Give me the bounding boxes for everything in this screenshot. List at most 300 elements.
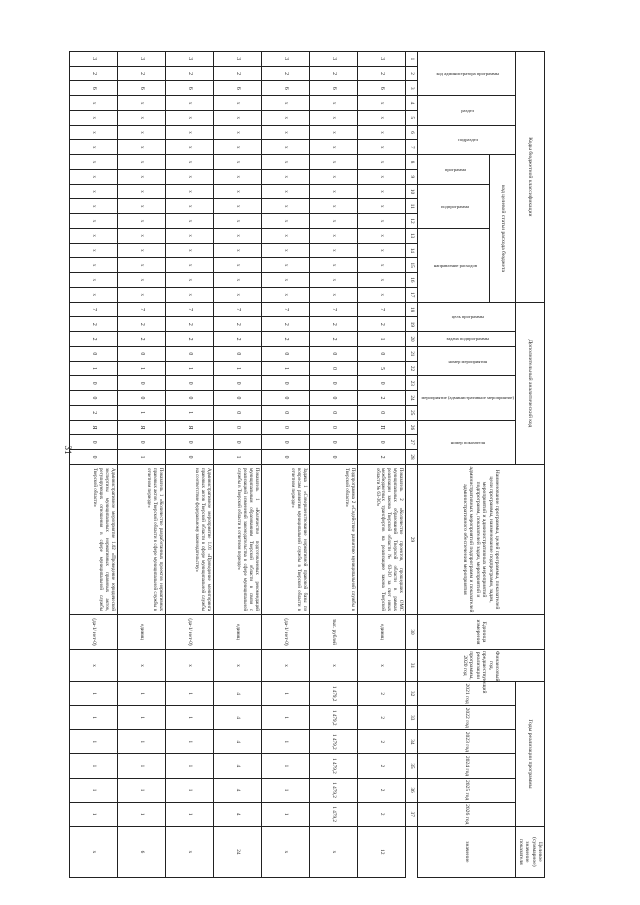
value-cell: х [357,649,405,681]
code-cell: 1 [261,361,309,376]
code-cell: х [165,96,213,111]
col-number-37: 37 [405,802,417,826]
value-cell: 1 [117,706,165,730]
col-number-21: 21 [405,346,417,361]
code-cell: 0 [261,391,309,406]
code-cell: х [165,228,213,243]
code-cell: х [165,214,213,229]
value-cell: 2 [357,706,405,730]
row-name: Показатель 1 «Количество разработанных проектов нормативных правовых актов Тверской области в сфере муниципальной службы в отчетном периоде» [117,464,165,614]
code-cell: 6 [261,81,309,96]
code-cell: х [69,155,117,170]
code-cell: 0 [213,376,261,391]
code-cell: 0 [261,405,309,420]
code-cell: х [357,184,405,199]
value-cell: 4 [213,778,261,802]
code-cell: х [165,184,213,199]
unit-cell: (да-1/ нет-0) [69,615,117,650]
code-cell: 1 [213,361,261,376]
action-header: мероприятие (административное мероприятие) [417,376,516,420]
code-cell: 0 [117,435,165,450]
code-cell: х [309,169,357,184]
code-cell: 1 [165,361,213,376]
value-cell: х [261,649,309,681]
code-cell: 2 [309,66,357,81]
code-cell: 2 [165,66,213,81]
task-header: задача подпрограммы [417,332,516,347]
code-cell: х [69,199,117,214]
indicator-header: номер показателя [417,420,516,464]
code-cell: Я [165,420,213,435]
years-header: Годы реализации программы [516,682,545,827]
fin-year-header: Финансовый год, предшествующий реализации программы, 2020 год [417,649,544,681]
code-cell: 1 [117,405,165,420]
col-number-1: 1 [405,52,417,67]
code-cell: х [69,169,117,184]
code-cell: х [261,228,309,243]
col-number-11: 11 [405,199,417,214]
value-cell: 1 [69,754,117,778]
code-cell: х [261,169,309,184]
code-cell: 2 [69,66,117,81]
code-cell: х [117,214,165,229]
code-cell: 0 [309,361,357,376]
code-cell: 0 [69,435,117,450]
code-cell: 5 [357,361,405,376]
col-number-13: 13 [405,228,417,243]
code-cell: х [261,155,309,170]
row-name: Административное мероприятие 1.01 «Проведение мониторинга правовых актов Тверской области в сфере муниципальной службы на соответствие федеральному законодательству» [165,464,213,614]
code-cell: х [261,243,309,258]
code-cell: х [213,140,261,155]
final-value-header: Целевое (суммарное) значение показателя [516,826,545,877]
code-cell: 0 [165,346,213,361]
code-cell: х [213,155,261,170]
name-header: Наименование программы, целей программы, показателей цели программы, наименование подпрограмм, задач, мероприятий и административных мероприятий подпрограмм, показателей задач, мероприятий и административных мероприятий подпрограмм и показателей административного обеспечения мероприятия [417,464,544,614]
code-cell: х [357,140,405,155]
value-cell: х [69,826,117,877]
row-name: Подпрограмма 2 «Содействие развитию муниципальной службы в Тверской области» [309,464,357,614]
code-cell: х [165,258,213,273]
col-number-7: 7 [405,140,417,155]
code-cell: 2 [213,66,261,81]
col-number-5: 5 [405,110,417,125]
code-cell: х [117,199,165,214]
year-2022-header: 2022 год [417,706,516,730]
value-cell: х [213,649,261,681]
unit-cell: единиц [357,615,405,650]
year-2025-header: 2025 год [417,778,516,802]
col-number-9: 9 [405,169,417,184]
admin-code-header: код администратора программы [417,52,516,96]
value-cell: 1 [117,754,165,778]
code-cell: 2 [69,317,117,332]
year-2021-header: 2021 год [417,682,516,706]
code-cell: х [261,214,309,229]
code-cell: 6 [213,81,261,96]
col-number-31: 31 [405,649,417,681]
code-cell: х [309,140,357,155]
code-cell: 0 [309,405,357,420]
col-number-20: 20 [405,332,417,347]
code-cell: х [117,273,165,288]
code-cell: 0 [69,391,117,406]
code-cell: х [309,199,357,214]
value-cell: 1 [261,730,309,754]
code-cell: 0 [117,376,165,391]
table-row [261,52,309,878]
col-number-8: 8 [405,155,417,170]
subsection-header: подраздел [417,125,516,154]
code-cell: х [357,214,405,229]
table-row [309,52,357,878]
value-cell: 2 [357,778,405,802]
code-cell: х [213,125,261,140]
code-cell: 3 [69,52,117,67]
code-cell: 2 [213,332,261,347]
code-cell: х [309,125,357,140]
code-cell: 0 [213,346,261,361]
code-cell: х [117,169,165,184]
code-cell: х [261,199,309,214]
code-cell: х [309,258,357,273]
value-cell: х [69,649,117,681]
goal-header: цель программы [417,302,516,331]
code-cell: 2 [261,66,309,81]
value-cell: 1 [261,682,309,706]
col-number-4: 4 [405,96,417,111]
code-cell: х [357,273,405,288]
code-cell: х [261,287,309,302]
value-cell: 1 [69,682,117,706]
code-cell: х [357,258,405,273]
value-cell: 1 [165,778,213,802]
code-cell: х [69,258,117,273]
code-cell: 2 [117,317,165,332]
code-cell: П [357,420,405,435]
code-cell: х [117,287,165,302]
code-cell: 2 [261,317,309,332]
code-cell: 0 [309,450,357,465]
code-cell: 0 [309,420,357,435]
value-cell: х [309,649,357,681]
code-cell: 0 [309,376,357,391]
code-cell: 0 [357,346,405,361]
code-cell: х [117,155,165,170]
col-number-2: 2 [405,66,417,81]
code-cell: 6 [309,81,357,96]
code-cell: 0 [261,435,309,450]
col-number-28: 28 [405,450,417,465]
code-cell: х [117,96,165,111]
code-cell: х [213,243,261,258]
table-row [165,52,213,878]
code-cell: 1 [117,450,165,465]
value-cell: х [261,826,309,877]
code-cell: х [261,273,309,288]
value-cell: 1 [261,706,309,730]
value-cell: 1 479,2 [309,754,357,778]
code-cell: х [117,110,165,125]
year-2026-header: 2026 год [417,802,516,826]
value-cell: 1 479,2 [309,682,357,706]
code-cell: 0 [261,376,309,391]
col-number-25: 25 [405,405,417,420]
row-name: Задача 1 «Совершенствование нормативной правовой базы по вопросам развития муниципальной службы в Тверской области в отчетном периоде» [261,464,309,614]
code-cell: 0 [69,346,117,361]
code-cell: х [357,169,405,184]
code-cell: Я [117,420,165,435]
code-cell: х [165,273,213,288]
code-cell: 6 [69,81,117,96]
code-cell: 0 [165,450,213,465]
value-cell: 1 [165,730,213,754]
code-cell: х [117,243,165,258]
analytic-code-header: Дополнительный аналитический код [516,302,545,464]
col-number-27: 27 [405,435,417,450]
value-cell: 6 [117,826,165,877]
code-cell: 6 [165,81,213,96]
row-name: Показатель 2 «Количество проектов, прошедших ОМС муниципальных образований Тверской области в рамках реализации закона Тверской области № 63-ЗО за счет иных межбюджетных трансфертов на реализацию закона Тверской области № 63-ЗО» [357,464,405,614]
code-cell: 0 [261,450,309,465]
code-cell: х [213,287,261,302]
col-number-32: 32 [405,682,417,706]
direction-header: направление расходов [417,228,489,302]
code-cell: х [309,155,357,170]
col-number-15: 15 [405,258,417,273]
col-number-33: 33 [405,706,417,730]
code-cell: 7 [69,302,117,317]
code-cell: 2 [309,332,357,347]
code-cell: 0 [213,420,261,435]
code-cell: 1 [165,405,213,420]
code-cell: х [165,155,213,170]
code-cell: 2 [261,332,309,347]
code-cell: х [309,243,357,258]
col-number-34: 34 [405,730,417,754]
code-cell: х [117,184,165,199]
code-cell: 1 [117,361,165,376]
unit-cell: единиц [213,615,261,650]
code-cell: х [165,110,213,125]
code-cell: х [69,243,117,258]
code-cell: 7 [261,302,309,317]
program-table [69,51,545,878]
code-cell: 0 [165,391,213,406]
row-name: Показатель 1 «Количество подготовленных рекомендаций муниципальным образованиям Тверской области в связи с реализацией изменений законодательства в сфере муниципальной службы в Тверской области в отчетном периоде» [213,464,261,614]
code-cell: х [117,140,165,155]
code-cell: х [69,214,117,229]
col-number-12: 12 [405,214,417,229]
unit-cell: тыс. рублей [309,615,357,650]
code-cell: 3 [357,52,405,67]
code-cell: 2 [165,317,213,332]
code-cell: 7 [117,302,165,317]
value-cell: 4 [213,754,261,778]
code-cell: х [165,169,213,184]
code-cell: 0 [309,435,357,450]
table-row [213,52,261,878]
rotated-table-container [90,51,545,878]
code-cell: х [261,96,309,111]
action-num-header: номер мероприятия [417,346,516,375]
code-cell: 1 [69,361,117,376]
code-cell: х [261,110,309,125]
code-cell: 3 [309,52,357,67]
code-cell: 0 [213,435,261,450]
year-2024-header: 2024 год [417,754,516,778]
col-number-36: 36 [405,778,417,802]
column-number-row [405,52,417,878]
code-cell: х [165,287,213,302]
code-cell: х [261,125,309,140]
code-cell: х [357,96,405,111]
value-cell: 1 [117,802,165,826]
code-cell: х [213,273,261,288]
code-cell: 0 [309,346,357,361]
value-cell: 1 [165,754,213,778]
budget-classification-header: Коды бюджетной классификации [516,52,545,303]
col-number-35: 35 [405,754,417,778]
code-cell: х [213,228,261,243]
col-number-22: 22 [405,361,417,376]
value-cell: 1 [165,706,213,730]
code-cell: 2 [213,317,261,332]
code-cell: х [357,110,405,125]
code-cell: 3 [213,52,261,67]
code-cell: 0 [357,376,405,391]
code-cell: х [69,140,117,155]
year-2023-header: 2023 год [417,730,516,754]
code-cell: х [309,110,357,125]
unit-cell: единиц [117,615,165,650]
code-cell: х [309,184,357,199]
value-cell: 2 [357,802,405,826]
header-row-1 [516,52,545,878]
value-cell: х [165,649,213,681]
code-cell: 0 [309,391,357,406]
value-cell: 2 [357,730,405,754]
unit-cell: (да-1/ нет-0) [165,615,213,650]
code-cell: 2 [117,332,165,347]
code-cell: 7 [165,302,213,317]
value-cell: 24 [213,826,261,877]
code-cell: 0 [213,405,261,420]
code-cell: х [165,199,213,214]
col-number-6: 6 [405,125,417,140]
unit-cell: (да-1/ нет-0) [261,615,309,650]
value-cell: 12 [357,826,405,877]
value-cell: 1 [69,778,117,802]
code-cell: х [309,214,357,229]
code-cell: 0 [69,450,117,465]
value-cell: 1 479,2 [309,802,357,826]
code-cell: 1 [357,332,405,347]
col-number-3: 3 [405,81,417,96]
code-cell: х [261,184,309,199]
code-cell: 0 [261,420,309,435]
code-cell: 0 [117,391,165,406]
col-number-10: 10 [405,184,417,199]
value-cell: 1 [261,778,309,802]
table-row [357,52,405,878]
code-cell: х [213,184,261,199]
value-cell: х [309,826,357,877]
program-header: программа [417,155,489,184]
value-cell: 1 [117,778,165,802]
code-cell: х [69,96,117,111]
code-cell: х [357,199,405,214]
code-cell: х [117,228,165,243]
code-cell: 1 [213,450,261,465]
col-number-18: 18 [405,302,417,317]
value-cell: 1 479,2 [309,730,357,754]
code-cell: х [309,228,357,243]
value-cell: 1 479,2 [309,778,357,802]
code-cell: х [309,96,357,111]
value-cell: 1 [261,754,309,778]
code-cell: х [357,243,405,258]
code-cell: х [69,228,117,243]
code-cell: 0 [357,435,405,450]
code-cell: 7 [213,302,261,317]
code-cell: 3 [261,52,309,67]
section-header: раздел [417,96,516,125]
value-cell: 4 [213,706,261,730]
code-cell: х [213,199,261,214]
value-cell: х [165,826,213,877]
code-cell: 0 [69,376,117,391]
value-cell: 4 [213,802,261,826]
value-cell: 1 [165,682,213,706]
target-article-header: код целевой статьи расхода бюджета [490,155,516,303]
table-row [69,52,117,878]
page-number: 31 [63,445,73,455]
code-cell: 2 [69,332,117,347]
code-cell: х [213,214,261,229]
code-cell: 2 [69,405,117,420]
code-cell: 2 [357,317,405,332]
col-number-23: 23 [405,376,417,391]
code-cell: х [117,125,165,140]
value-cell: 2 [357,682,405,706]
code-cell: х [69,184,117,199]
value-cell: х [117,649,165,681]
value-cell: 1 [165,802,213,826]
code-cell: 2 [357,450,405,465]
code-cell: х [357,125,405,140]
code-cell: 6 [357,81,405,96]
code-cell: х [165,140,213,155]
code-cell: х [261,258,309,273]
col-number-17: 17 [405,287,417,302]
document-page [90,51,545,878]
code-cell: 0 [357,405,405,420]
col-number-30: 30 [405,615,417,650]
code-cell: 7 [309,302,357,317]
value-cell: 2 [357,754,405,778]
col-number-16: 16 [405,273,417,288]
subprogram-header: подпрограмма [417,184,489,228]
col-number-29: 29 [405,464,417,614]
code-cell: х [165,125,213,140]
value-cell: 1 [69,802,117,826]
col-number-19: 19 [405,317,417,332]
code-cell: Я [69,420,117,435]
table-row [117,52,165,878]
code-cell: х [69,125,117,140]
code-cell: 3 [165,52,213,67]
